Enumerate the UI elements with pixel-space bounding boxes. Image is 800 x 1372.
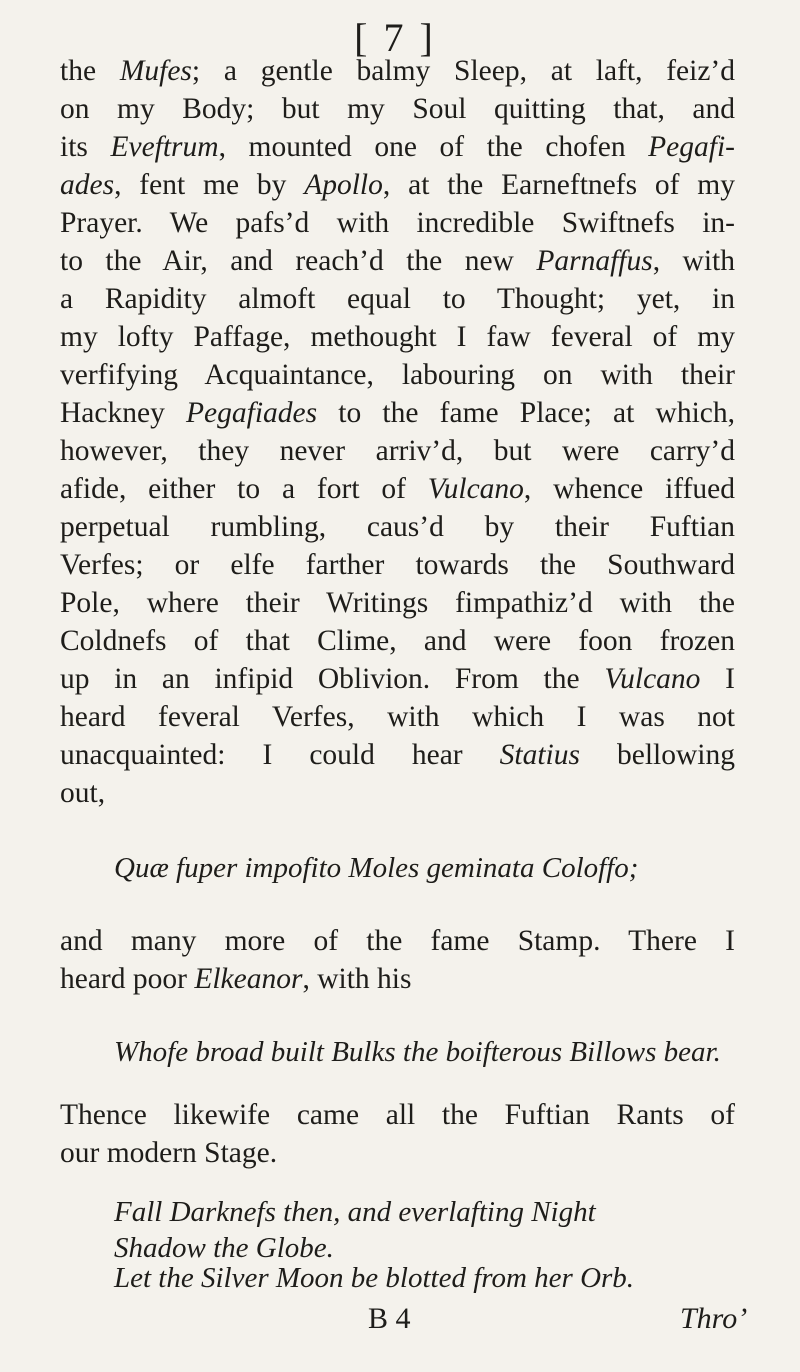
verse-quote: Quæ fuper impofito Moles geminata Coloffo; (114, 852, 639, 884)
verse-quote: Shadow the Globe. (114, 1232, 334, 1264)
text-line: the Mufes; a gentle balmy Sleep, at laft, feiz’d (60, 55, 735, 87)
verse-quote: Whofe broad built Bulks the boifterous Billows bear. (114, 1036, 721, 1068)
text-line: our modern Stage. (60, 1137, 278, 1169)
text-line: heard poor Elkeanor, with his (60, 963, 412, 995)
text-line: Pole, where their Writings fimpathiz’d with the (60, 587, 735, 619)
text-line: however, they never arriv’d, but were carry’d (60, 435, 735, 467)
text-line: perpetual rumbling, caus’d by their Fuftian (60, 511, 735, 543)
text-line: unacquainted: I could hear Statius bellowing (60, 739, 735, 771)
catchword: Thro’ (680, 1302, 748, 1335)
text-line: its Eveftrum, mounted one of the chofen Pegafi- (60, 131, 735, 163)
text-line: a Rapidity almoft equal to Thought; yet, in (60, 283, 735, 315)
text-line: afide, either to a fort of Vulcano, whence iffued (60, 473, 735, 505)
text-line: and many more of the fame Stamp. There I (60, 925, 735, 957)
text-line: ades, fent me by Apollo, at the Earneftnefs of my (60, 169, 736, 201)
text-line: Hackney Pegafiades to the fame Place; at which, (60, 397, 736, 429)
verse-quote: Let the Silver Moon be blotted from her Orb. (114, 1262, 635, 1294)
verse-quote: Fall Darknefs then, and everlafting Night (114, 1196, 596, 1228)
signature-mark: B 4 (368, 1302, 411, 1335)
text-line: Verfes; or elfe farther towards the Southward (60, 549, 735, 581)
text-line: Coldnefs of that Clime, and were foon frozen (60, 625, 735, 657)
text-line: to the Air, and reach’d the new Parnaffus, with (60, 245, 735, 277)
text-line: up in an infipid Oblivion. From the Vulcano I (60, 663, 735, 695)
text-line: Prayer. We pafs’d with incredible Swiftnefs in- (60, 207, 735, 239)
text-line: out, (60, 777, 106, 809)
text-line: Thence likewife came all the Fuftian Rants of (60, 1099, 735, 1131)
text-line: on my Body; but my Soul quitting that, and (60, 93, 735, 125)
text-line: my lofty Paffage, methought I faw feveral of my (60, 321, 735, 353)
text-line: verfifying Acquaintance, labouring on with their (60, 359, 735, 391)
page-number: [ 7 ] (354, 15, 436, 60)
text-line: heard feveral Verfes, with which I was not (60, 701, 735, 733)
